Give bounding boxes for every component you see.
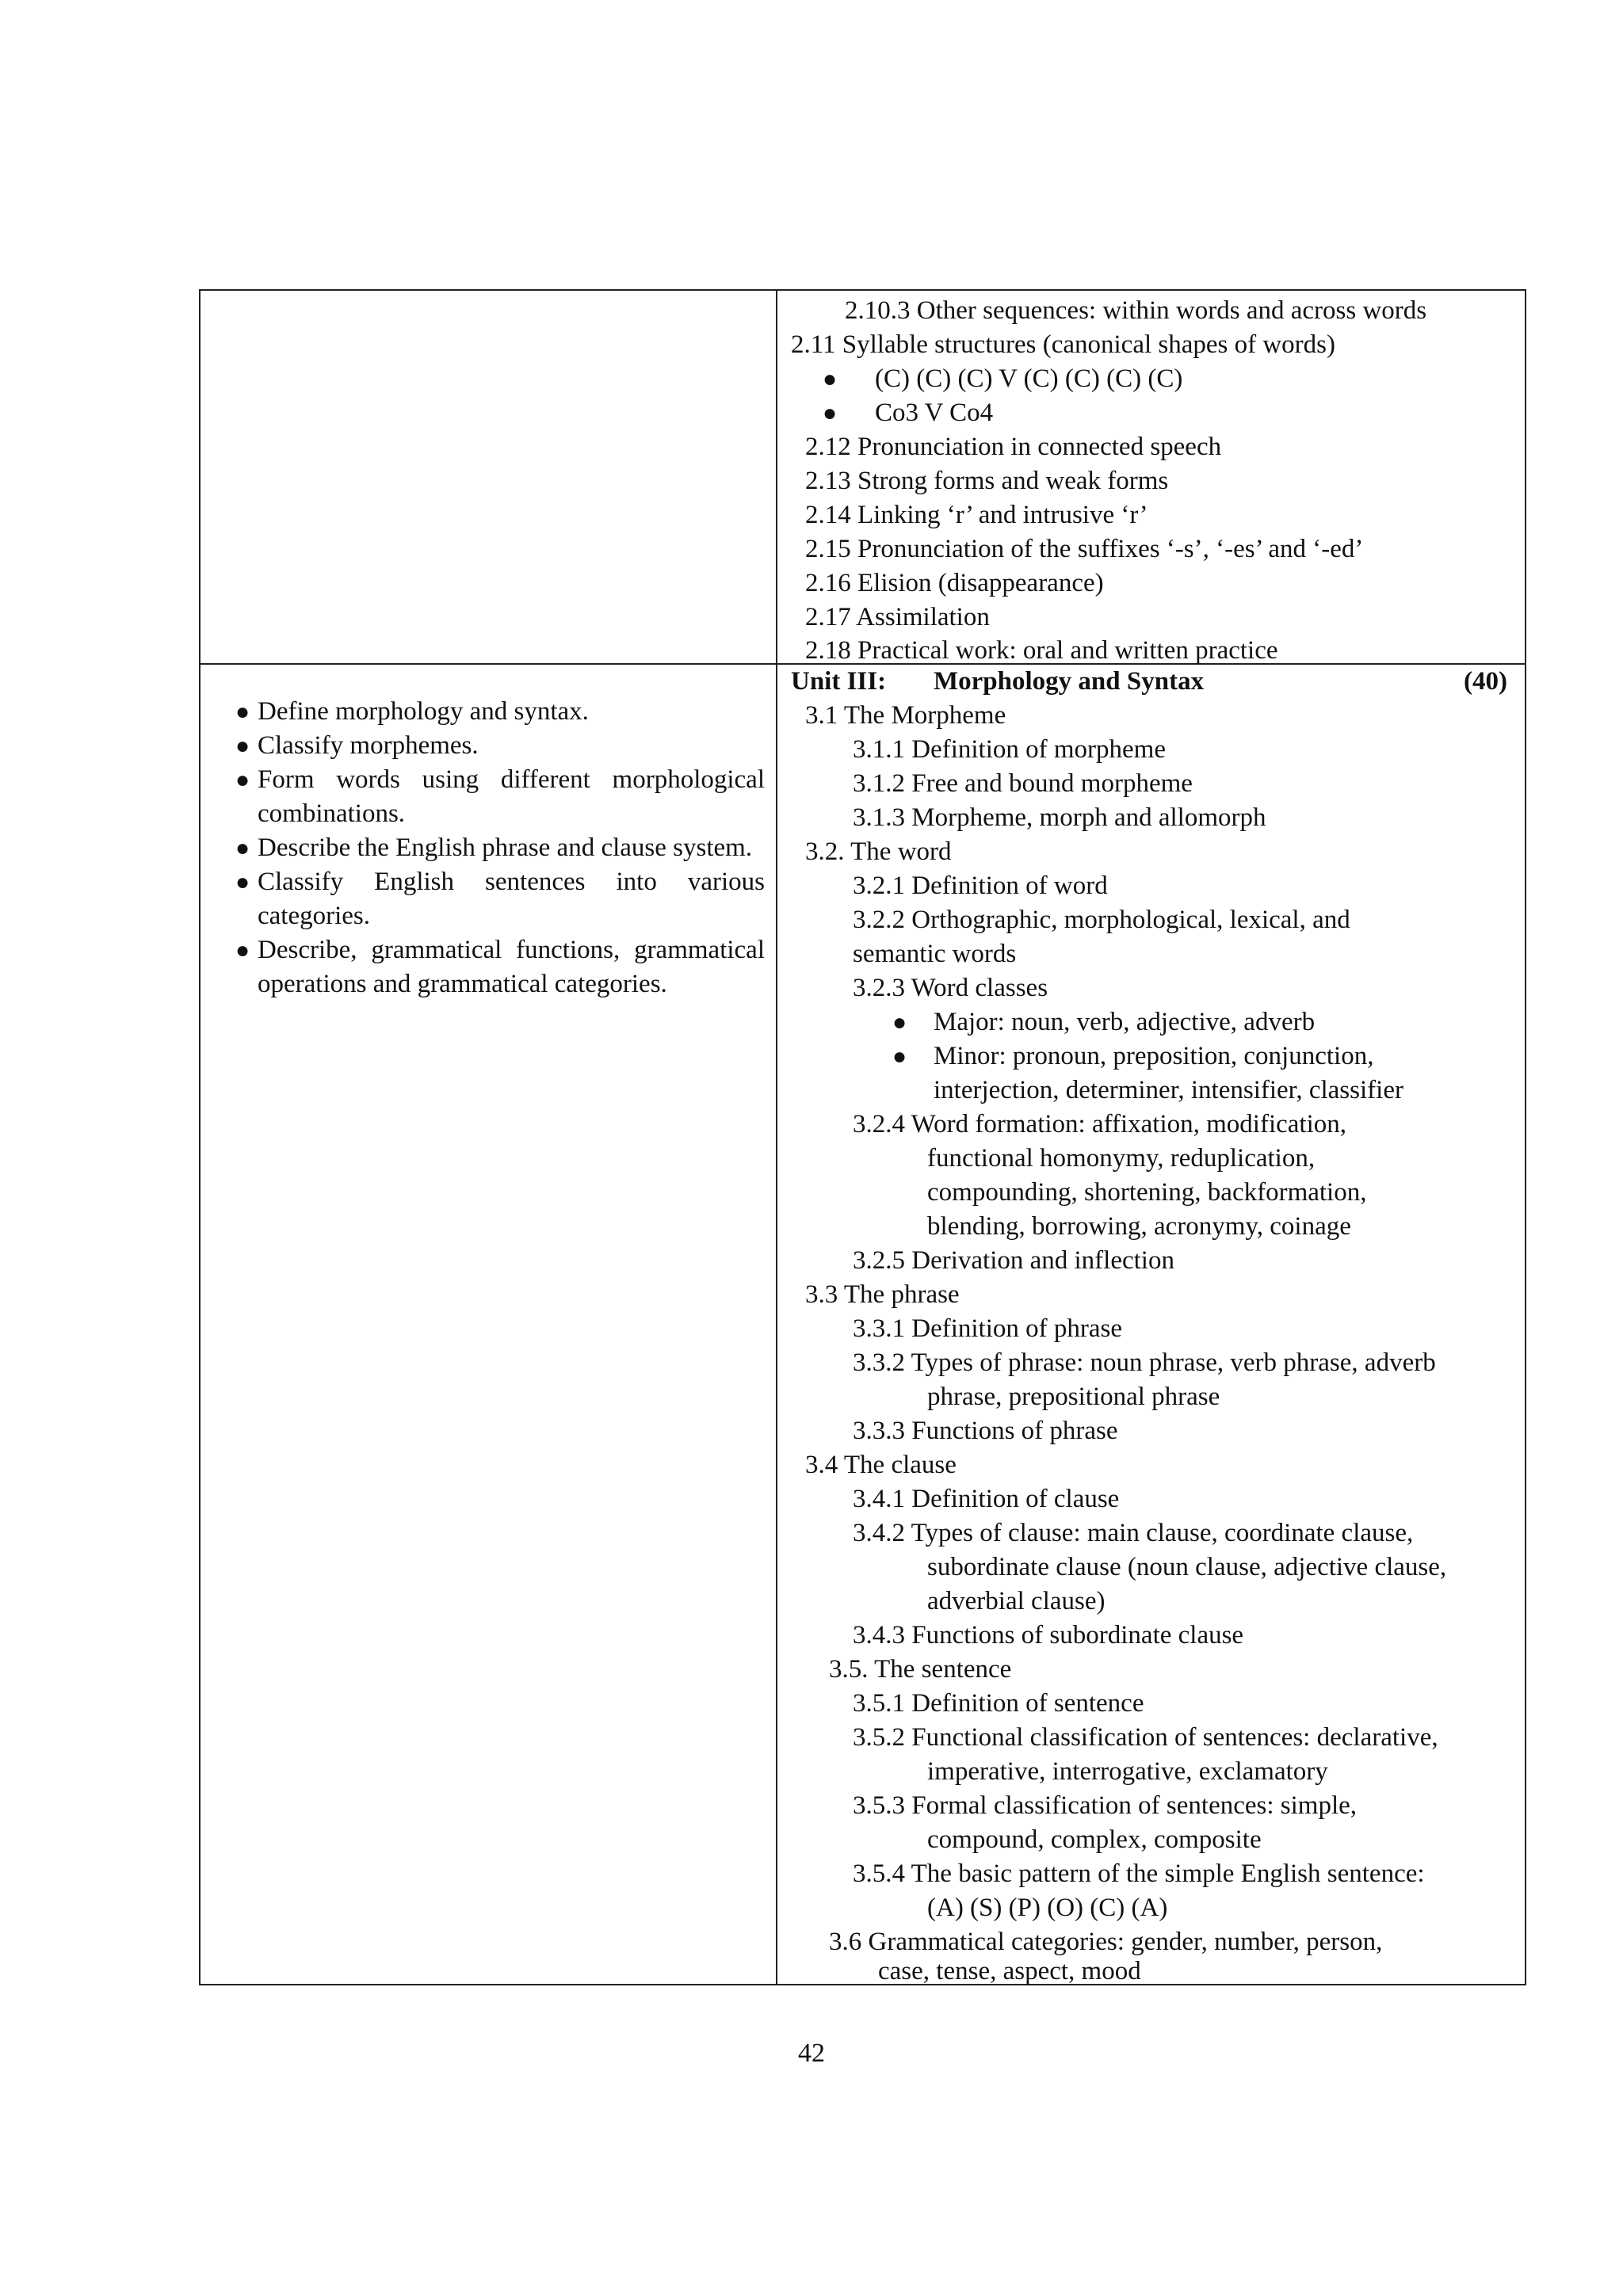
subsection-line: subordinate clause (noun clause, adjective clause, bbox=[927, 1553, 1447, 1581]
section-heading: 3.5. The sentence bbox=[829, 1655, 1012, 1684]
subsection-line: 3.3.3 Functions of phrase bbox=[853, 1417, 1118, 1445]
content-line: 2.10.3 Other sequences: within words and across words bbox=[845, 296, 1427, 325]
page-number: 42 bbox=[798, 2039, 825, 2068]
section-heading: 3.6 Grammatical categories: gender, number, person, bbox=[829, 1928, 1383, 1956]
unit-marks: (40) bbox=[1464, 667, 1507, 696]
bullet-icon: ● bbox=[235, 767, 250, 793]
objectives-cell-empty bbox=[200, 291, 776, 663]
content-cell-unit3 bbox=[777, 665, 1526, 1985]
unit-title: Morphology and Syntax bbox=[934, 667, 1205, 696]
subsection-line: 3.2.5 Derivation and inflection bbox=[853, 1246, 1174, 1275]
content-line: 2.15 Pronunciation of the suffixes ‘-s’, ‘-es’ and ‘-ed’ bbox=[805, 535, 1364, 563]
subsection-line: 3.5.2 Functional classification of sentences: declarative, bbox=[853, 1723, 1438, 1752]
syllabus-table bbox=[199, 289, 1526, 1985]
subsection-line: 3.3.2 Types of phrase: noun phrase, verb phrase, adverb bbox=[853, 1348, 1436, 1377]
section-heading: 3.1 The Morpheme bbox=[805, 701, 1006, 730]
content-line: 2.13 Strong forms and weak forms bbox=[805, 467, 1169, 495]
objective-item: ● Form words using different morphological combinations. bbox=[218, 763, 765, 831]
subsection-line: 3.1.3 Morpheme, morph and allomorph bbox=[853, 803, 1266, 832]
subsection-line: Minor: pronoun, preposition, conjunction, bbox=[934, 1042, 1374, 1070]
bullet-icon: ● bbox=[235, 733, 250, 759]
content-line: 2.16 Elision (disappearance) bbox=[805, 569, 1104, 597]
subsection-line: 3.4.1 Definition of clause bbox=[853, 1485, 1120, 1513]
subsection-line: 3.1.1 Definition of morpheme bbox=[853, 735, 1167, 764]
subsection-line: 3.2.1 Definition of word bbox=[853, 871, 1108, 900]
content-line: Co3 V Co4 bbox=[875, 399, 994, 427]
objective-item: ● Define morphology and syntax. bbox=[218, 695, 765, 729]
subsection-line: imperative, interrogative, exclamatory bbox=[927, 1757, 1328, 1786]
bullet-icon: ● bbox=[235, 835, 250, 861]
content-line: 2.17 Assimilation bbox=[805, 603, 990, 631]
subsection-line: 3.4.3 Functions of subordinate clause bbox=[853, 1621, 1244, 1650]
content-line: 2.18 Practical work: oral and written practice bbox=[805, 636, 1278, 665]
subsection-line: 3.5.1 Definition of sentence bbox=[853, 1689, 1144, 1718]
objective-item: ● Describe the English phrase and clause system. bbox=[218, 831, 765, 865]
objective-item: ● Classify English sentences into various categories. bbox=[218, 865, 765, 933]
subsection-line: 3.4.2 Types of clause: main clause, coordinate clause, bbox=[853, 1519, 1414, 1547]
objectives-cell bbox=[200, 665, 776, 1985]
section-heading: 3.4 The clause bbox=[805, 1451, 957, 1479]
subsection-line: interjection, determiner, intensifier, classifier bbox=[934, 1076, 1403, 1104]
unit-label: Unit III: bbox=[791, 667, 887, 696]
subsection-line: adverbial clause) bbox=[927, 1587, 1106, 1615]
objective-item: ● Classify morphemes. bbox=[218, 729, 765, 763]
subsection-line: functional homonymy, reduplication, bbox=[927, 1144, 1316, 1173]
subsection-line: semantic words bbox=[853, 940, 1017, 968]
subsection-line: compound, complex, composite bbox=[927, 1825, 1262, 1854]
content-line: 2.12 Pronunciation in connected speech bbox=[805, 433, 1222, 461]
subsection-line: 3.5.3 Formal classification of sentences: simple, bbox=[853, 1791, 1358, 1820]
subsection-line: 3.2.4 Word formation: affixation, modification, bbox=[853, 1110, 1347, 1138]
objectives-list bbox=[218, 695, 765, 1001]
subsection-line: blending, borrowing, acronymy, coinage bbox=[927, 1212, 1351, 1241]
bullet-icon: ● bbox=[892, 1043, 907, 1070]
section-heading: 3.3 The phrase bbox=[805, 1280, 960, 1309]
subsection-line: 3.2.2 Orthographic, morphological, lexical, and bbox=[853, 906, 1350, 934]
subsection-line: case, tense, aspect, mood bbox=[878, 1957, 1141, 1985]
bullet-icon: ● bbox=[235, 869, 250, 895]
bullet-icon: ● bbox=[823, 400, 838, 426]
content-line: 2.14 Linking ‘r’ and intrusive ‘r’ bbox=[805, 501, 1148, 529]
bullet-icon: ● bbox=[235, 699, 250, 725]
bullet-icon: ● bbox=[823, 366, 838, 392]
subsection-line: phrase, prepositional phrase bbox=[927, 1383, 1220, 1411]
bullet-icon: ● bbox=[892, 1009, 907, 1035]
section-heading: 3.2. The word bbox=[805, 837, 952, 866]
bullet-icon: ● bbox=[235, 937, 250, 963]
subsection-line: compounding, shortening, backformation, bbox=[927, 1178, 1367, 1207]
subsection-line: 3.1.2 Free and bound morpheme bbox=[853, 769, 1193, 798]
content-cell-unit2-continued bbox=[777, 291, 1526, 663]
content-line: 2.11 Syllable structures (canonical shapes of words) bbox=[791, 330, 1336, 359]
subsection-line: 3.3.1 Definition of phrase bbox=[853, 1314, 1123, 1343]
subsection-line: (A) (S) (P) (O) (C) (A) bbox=[927, 1894, 1168, 1922]
subsection-line: 3.2.3 Word classes bbox=[853, 974, 1048, 1002]
subsection-line: 3.5.4 The basic pattern of the simple English sentence: bbox=[853, 1859, 1425, 1888]
content-line: (C) (C) (C) V (C) (C) (C) (C) bbox=[875, 364, 1183, 393]
objective-item: ● Describe, grammatical functions, grammatical operations and grammatical categories. bbox=[218, 933, 765, 1001]
subsection-line: Major: noun, verb, adjective, adverb bbox=[934, 1008, 1316, 1036]
